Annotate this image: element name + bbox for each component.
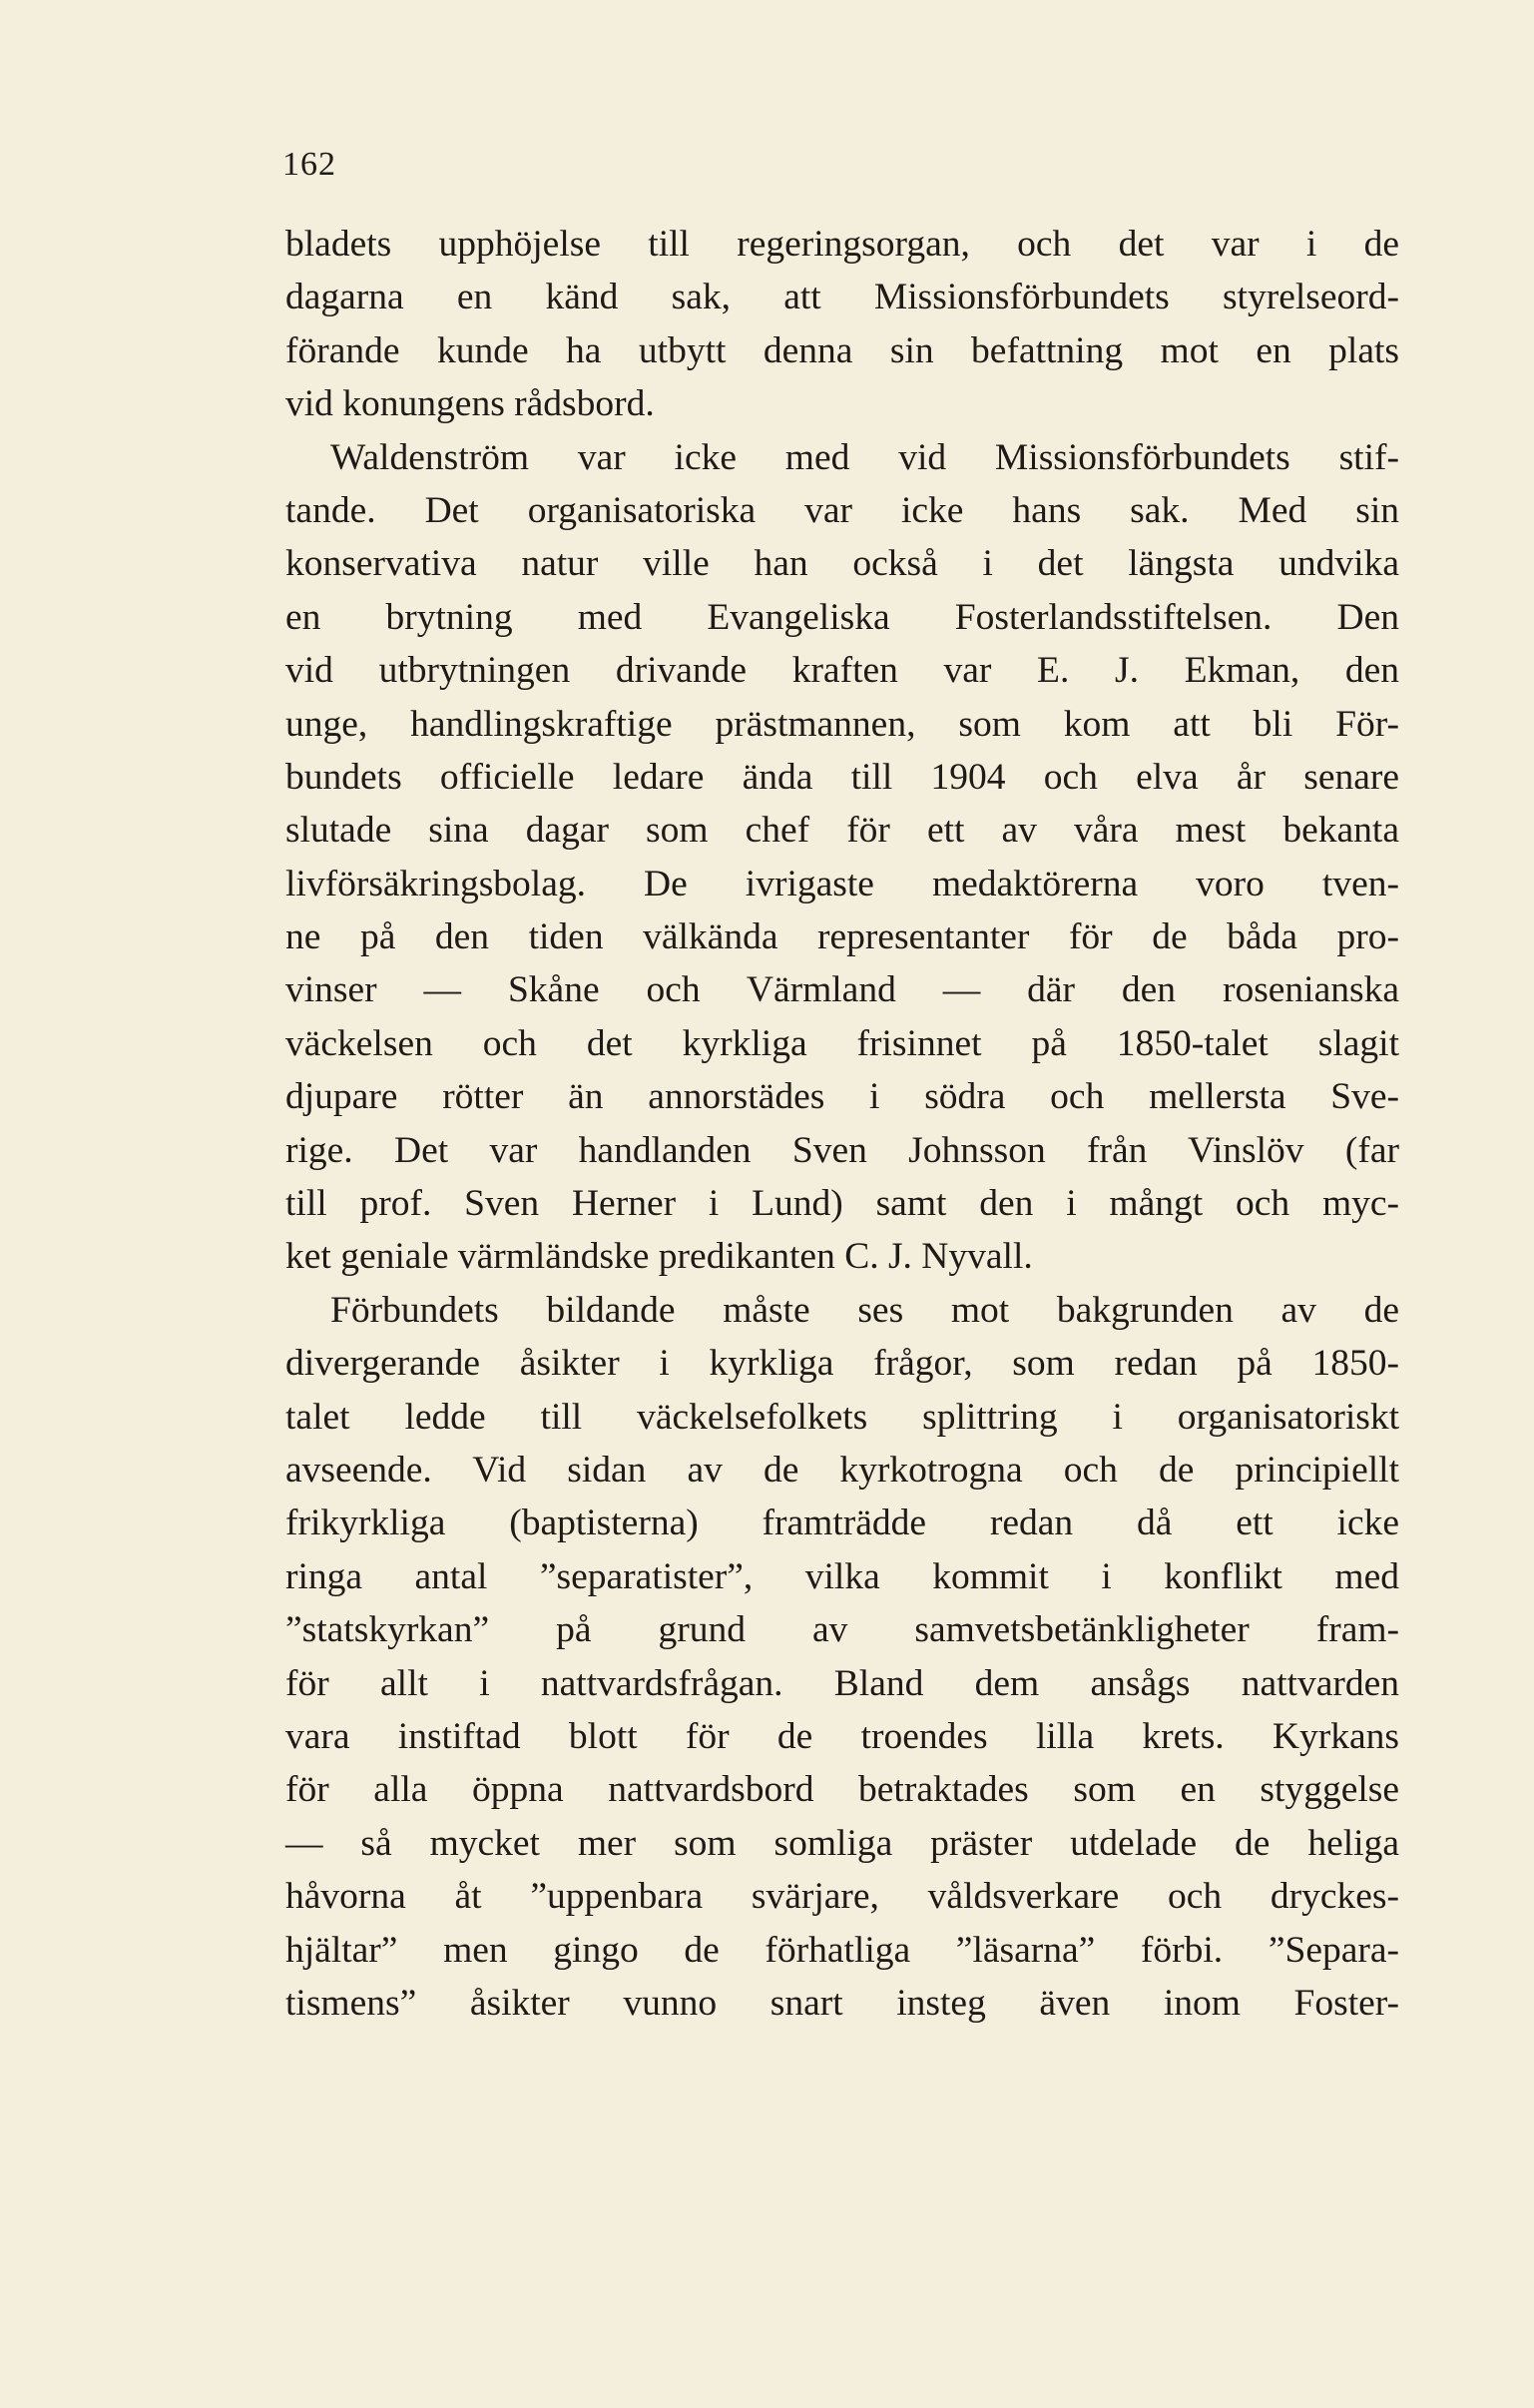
text-line: avseende. Vid sidan av de kyrkotrogna och de principiellt: [285, 1449, 1399, 1491]
text-line: Förbundets bildande måste ses mot bakgrunden av de: [330, 1289, 1399, 1331]
text-line: ”statskyrkan” på grund av samvetsbetänkligheter fram-: [285, 1609, 1399, 1651]
text-line: rige. Det var handlanden Sven Johnsson från Vinslöv (far: [285, 1129, 1399, 1171]
text-line: djupare rötter än annorstädes i södra och mellersta Sve-: [285, 1076, 1399, 1118]
text-line: unge, handlingskraftige prästmannen, som kom att bli För-: [285, 703, 1399, 745]
text-line: ne på den tiden välkända representanter för de båda pro-: [285, 916, 1399, 958]
text-line: tande. Det organisatoriska var icke hans sak. Med sin: [285, 489, 1399, 531]
text-line: tismens” åsikter vunno snart insteg även inom Foster-: [285, 1982, 1399, 2024]
page-number: 162: [282, 146, 336, 183]
text-line: vid konungens rådsbord.: [285, 383, 655, 425]
text-line: — så mycket mer som somliga präster utdelade de heliga: [285, 1822, 1399, 1864]
text-line: dagarna en känd sak, att Missionsförbundets styrelseord-: [285, 277, 1399, 318]
text-line: en brytning med Evangeliska Fosterlandsstiftelsen. Den: [285, 596, 1399, 638]
text-line: vinser — Skåne och Värmland — där den rosenianska: [285, 969, 1399, 1011]
text-line: vid utbrytningen drivande kraften var E. J. Ekman, den: [285, 650, 1399, 692]
text-line: bladets upphöjelse till regeringsorgan, och det var i de: [285, 224, 1399, 265]
text-line: för allt i nattvardsfrågan. Bland dem ansågs nattvarden: [285, 1662, 1399, 1704]
text-line: bundets officielle ledare ända till 1904 och elva år senare: [285, 756, 1399, 798]
text-line: divergerande åsikter i kyrkliga frågor, som redan på 1850-: [285, 1343, 1399, 1385]
text-line: konservativa natur ville han också i det längsta undvika: [285, 543, 1399, 585]
text-line: frikyrkliga (baptisterna) framträdde redan då ett icke: [285, 1503, 1399, 1544]
text-line: förande kunde ha utbytt denna sin befattning mot en plats: [285, 329, 1399, 371]
text-line: Waldenström var icke med vid Missionsförbundets stif-: [330, 436, 1399, 478]
text-line: livförsäkringsbolag. De ivrigaste medaktörerna voro tven-: [285, 863, 1399, 904]
body-text: [285, 218, 1399, 2030]
text-line: väckelsen och det kyrkliga frisinnet på 1850-talet slagit: [285, 1022, 1399, 1064]
text-line: vara instiftad blott för de troendes lilla krets. Kyrkans: [285, 1715, 1399, 1757]
text-line: för alla öppna nattvardsbord betraktades som en styggelse: [285, 1769, 1399, 1811]
text-line: slutade sina dagar som chef för ett av våra mest bekanta: [285, 810, 1399, 852]
text-line: håvorna åt ”uppenbara svärjare, våldsverkare och dryckes-: [285, 1876, 1399, 1918]
text-line: talet ledde till väckelsefolkets splittring i organisatoriskt: [285, 1396, 1399, 1438]
text-line: till prof. Sven Herner i Lund) samt den i mångt och myc-: [285, 1183, 1399, 1225]
text-line: ket geniale värmländske predikanten C. J. Nyvall.: [285, 1236, 1033, 1278]
text-line: hjältar” men gingo de förhatliga ”läsarna” förbi. ”Separa-: [285, 1929, 1399, 1971]
text-line: ringa antal ”separatister”, vilka kommit i konflikt med: [285, 1555, 1399, 1597]
